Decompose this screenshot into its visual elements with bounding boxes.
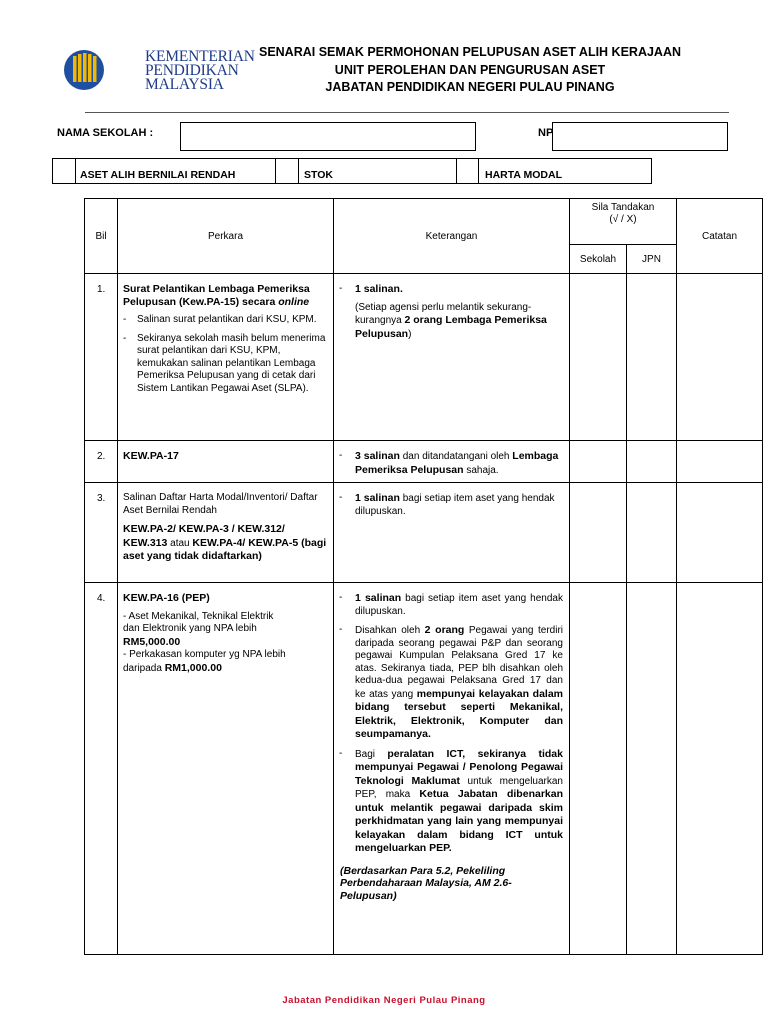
header-sekolah: Sekolah bbox=[570, 245, 627, 274]
keterangan-post: ) bbox=[408, 328, 412, 340]
perkara-sub-a-amount: RM5,000.00 bbox=[123, 635, 181, 648]
category-low-value-label: ASET ALIH BERNILAI RENDAH bbox=[80, 169, 236, 181]
keterangan-k3-bold-1: peralatan ICT, sekiranya tidak mempunyai Pegawai / Penolong Pegawai Teknologi Maklumat bbox=[355, 747, 563, 787]
np-field[interactable] bbox=[552, 122, 728, 151]
keterangan-k4-reference: (Berdasarkan Para 5.2, Pekeliling Perbendaharaan Malaysia, AM 2.6-Pelupusan) bbox=[340, 864, 512, 902]
keterangan-bold-2: Lembaga Pemeriksa Pelupusan bbox=[355, 450, 559, 476]
category-checkbox-low-value[interactable] bbox=[53, 159, 76, 183]
row-number: 1. bbox=[85, 274, 118, 441]
title-line-1: SENARAI SEMAK PERMOHONAN PELUPUSAN ASET ALIH KERAJAAN bbox=[258, 45, 682, 59]
title-line-3: JABATAN PENDIDIKAN NEGERI PULAU PINANG bbox=[325, 80, 615, 94]
row-number: 4. bbox=[85, 583, 118, 955]
keterangan-k3-bold-2: Ketua Jabatan dibenarkan untuk melantik pegawai daripada skim perkhidmatan yang lain yang mempunyai kelayakan dalam bidang ICT untuk mengeluarkan PEP. bbox=[355, 788, 563, 854]
keterangan-bold: 1 salinan bbox=[355, 492, 400, 504]
document-title bbox=[215, 44, 725, 97]
perkara-italic: online bbox=[278, 295, 310, 308]
header-divider bbox=[85, 112, 729, 113]
keterangan-k2-pre: Disahkan oleh bbox=[355, 625, 425, 636]
keterangan-text-2: sahaja. bbox=[463, 464, 499, 476]
cell-catatan[interactable] bbox=[677, 583, 763, 955]
header-bil: Bil bbox=[85, 199, 118, 274]
school-name-field[interactable] bbox=[180, 122, 476, 151]
cell-catatan[interactable] bbox=[677, 483, 763, 583]
cell-sekolah[interactable] bbox=[570, 441, 627, 483]
header-perkara: Perkara bbox=[118, 199, 334, 274]
logo-line-1: KEMENTERIAN bbox=[145, 48, 255, 65]
perkara-atau: atau bbox=[167, 537, 193, 549]
perkara-sub-2: Sekiranya sekolah masih belum menerima surat pelantikan dari KSU, KPM, kemukakan salinan pelantikan Lembaga Pemeriksa Pelupusan yang di cetak dari Sistem Lantikan Pegawai Aset (SLPA). bbox=[137, 332, 326, 394]
row-number: 2. bbox=[85, 441, 118, 483]
keterangan-bold-1: 3 salinan bbox=[355, 450, 400, 462]
table-row: 4. KEW.PA-16 (PEP) - Aset Mekanikal, Teknikal Elektrik dan Elektronik yang NPA lebih RM5,000.00 - Perkakasan komputer yg NPA lebih daripada RM1,000.00 - 1 salinan bagi setiap item aset yang hendak dilupuskan. - Disahkan oleh 2 orang Pegawai yang terdiri daripada seorang pegawai P&P dan seorang pegawai Kumpulan Pelaksana Gred 17 ke atas. Sekiranya tiada, PEP blh disahkan oleh kedua-dua pegawai Pelaksana Gred 17 dan ke atas yang mempunyai kelayakan dalam bidang tersebut seperti Mekanikal, Elektrik, Elektronik, Komputer dan seumpamanya. - Bagi peralatan ICT, sekiranya tidak mempunyai Pegawai / Penolong Pegawai Teknologi Maklumat untuk mengeluarkan PEP, maka Ketua Jabatan dibenarkan untuk melantik pegawai daripada skim perkhidmatan yang lain yang mempunyai kelayakan dalam bidang ICT untuk mengeluarkan PEP. (Berdasarkan Para 5.2, Pekeliling Perbendaharaan Malaysia, AM 2.6-Pelupusan) bbox=[85, 583, 763, 955]
cell-catatan[interactable] bbox=[677, 441, 763, 483]
keterangan-text: bagi setiap item aset yang hendak dilupuskan. bbox=[355, 493, 555, 517]
header-catatan: Catatan bbox=[677, 199, 763, 274]
table-row: 2. KEW.PA-17 - 3 salinan dan ditandatangani oleh Lembaga Pemeriksa Pelupusan sahaja. bbox=[85, 441, 763, 483]
table-row: 3. Salinan Daftar Harta Modal/Inventori/ Daftar Aset Bernilai Rendah KEW.PA-2/ KEW.PA-3 / KEW.312/ KEW.313 atau KEW.PA-4/ KEW.PA-5 (bagi aset yang tidak didaftarkan) - 1 salinan bagi setiap item aset yang hendak dilupuskan. bbox=[85, 483, 763, 583]
keterangan-bold: 1 salinan. bbox=[355, 283, 403, 295]
keterangan-k2-bold-2: mempunyai kelayakan dalam bidang tersebut seperti Mekanikal, Elektrik, Elektronik, Komputer dan seumpamanya. bbox=[355, 687, 563, 740]
row-keterangan: - 1 salinan. (Setiap agensi perlu melantik sekurang-kurangnya 2 orang Lembaga Pemeriksa Pelupusan) bbox=[334, 274, 570, 441]
table-row bbox=[85, 274, 763, 441]
category-checkbox-stok[interactable] bbox=[276, 159, 299, 183]
category-stok-label: STOK bbox=[304, 169, 333, 181]
header-jpn: JPN bbox=[627, 245, 677, 274]
category-harta-modal-label: HARTA MODAL bbox=[485, 169, 562, 181]
keterangan-text-1: dan ditandatangani oleh bbox=[399, 451, 513, 462]
title-line-2: UNIT PEROLEHAN DAN PENGURUSAN ASET bbox=[334, 62, 606, 77]
cell-jpn[interactable] bbox=[627, 441, 677, 483]
keterangan-k2-text: Pegawai yang terdiri daripada seorang pegawai P&P dan seorang pegawai Kumpulan Pelaksana Gred 17 ke atas. Sekiranya tiada, PEP blh disahkan oleh kedua-dua pegawai Pelaksana Gred 17 dan ke atas yang bbox=[355, 625, 564, 700]
perkara-title: KEW.PA-16 (PEP) bbox=[123, 592, 210, 604]
asset-category-row bbox=[52, 158, 652, 184]
perkara-title: KEW.PA-17 bbox=[123, 450, 179, 462]
page-footer: Jabatan Pendidikan Negeri Pulau Pinang bbox=[282, 995, 486, 1006]
category-checkbox-harta-modal[interactable] bbox=[457, 159, 479, 183]
perkara-title: Surat Pelantikan Lembaga Pemeriksa Pelupusan (Kew.PA-15) secara bbox=[123, 283, 310, 308]
cell-jpn[interactable] bbox=[627, 274, 677, 441]
row-number: 3. bbox=[85, 483, 118, 583]
sila-tandakan-label: Sila Tandakan bbox=[591, 202, 655, 213]
cell-catatan[interactable] bbox=[677, 274, 763, 441]
cell-jpn[interactable] bbox=[627, 483, 677, 583]
row-perkara: Surat Pelantikan Lembaga Pemeriksa Pelupusan (Kew.PA-15) secara online - Salinan surat pelantikan dari KSU, KPM. - Sekiranya sekolah masih belum menerima surat pelantikan dari KSU, KPM, kemukakan salinan pelantikan Lembaga Pemeriksa Pelupusan yang di cetak dari Sistem Lantikan Pegawai Aset (SLPA). bbox=[118, 274, 334, 441]
cell-sekolah[interactable] bbox=[570, 483, 627, 583]
sila-tandakan-mark: (√ / X) bbox=[609, 214, 637, 225]
logo-line-3: MALAYSIA bbox=[145, 76, 224, 93]
keterangan-k1-bold: 1 salinan bbox=[355, 592, 402, 604]
keterangan-k2-bold: 2 orang bbox=[424, 624, 465, 636]
perkara-sub-1: Salinan surat pelantikan dari KSU, KPM. bbox=[137, 314, 317, 325]
perkara-bold-2: KEW.PA-4/ KEW.PA-5 (bagi aset yang tidak didaftarkan) bbox=[123, 536, 327, 562]
header-keterangan: Keterangan bbox=[334, 199, 570, 274]
cell-jpn[interactable] bbox=[627, 583, 677, 955]
keterangan-k3-text: untuk mengeluarkan PEP, maka bbox=[355, 775, 563, 800]
checklist-table bbox=[84, 198, 763, 955]
keterangan-mid: 2 orang Lembaga Pemeriksa Pelupusan bbox=[355, 314, 547, 340]
perkara-bold: KEW.PA-2/ KEW.PA-3 / KEW.312/ KEW.313 bbox=[123, 523, 285, 549]
cell-sekolah[interactable] bbox=[570, 583, 627, 955]
cell-sekolah[interactable] bbox=[570, 274, 627, 441]
header-sila-tandakan bbox=[570, 199, 677, 245]
school-name-label: NAMA SEKOLAH : bbox=[57, 127, 154, 139]
ministry-logo bbox=[62, 44, 255, 98]
perkara-sub-b: - Perkakasan komputer yg NPA lebih daripada bbox=[123, 649, 286, 674]
keterangan-k1-text: bagi setiap item aset yang hendak dilupuskan. bbox=[355, 593, 563, 617]
ministry-emblem-icon bbox=[62, 44, 142, 98]
keterangan-pre: (Setiap agensi perlu melantik sekurang-kurangnya bbox=[355, 301, 532, 326]
logo-line-2: PENDIDIKAN bbox=[145, 62, 239, 79]
keterangan-k3-pre: Bagi bbox=[355, 748, 388, 760]
perkara-plain: Salinan Daftar Harta Modal/Inventori/ Daftar Aset Bernilai Rendah bbox=[123, 492, 318, 516]
perkara-sub-a: - Aset Mekanikal, Teknikal Elektrik dan Elektronik yang NPA lebih bbox=[123, 610, 274, 634]
perkara-sub-b-amount: RM1,000.00 bbox=[164, 661, 222, 674]
np-label: NP bbox=[538, 127, 554, 139]
